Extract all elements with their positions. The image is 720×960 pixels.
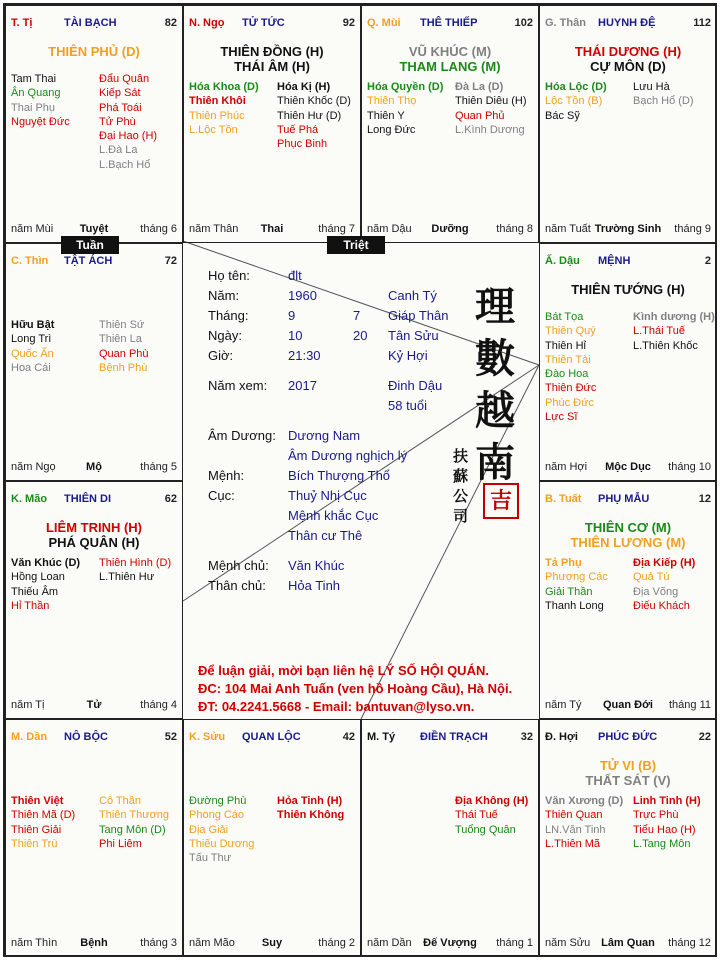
day-label: Ngày:: [208, 328, 242, 343]
minor-star: Lực Sĩ: [545, 411, 578, 424]
minor-star: Hỏa Tinh (H): [277, 795, 343, 807]
palace-age-number: 112: [693, 17, 711, 29]
calligraphy-char-2: 數: [475, 335, 515, 382]
minor-star: Đà La (D): [455, 81, 504, 93]
view-year-label: Năm xem:: [208, 378, 268, 393]
body-lord-value: Hỏa Tinh: [288, 578, 341, 593]
major-star: THIÊN CƠ (M): [584, 520, 672, 535]
contact-line-1: Để luận giải, mời bạn liên hệ LÝ SỐ HỘI QUÁN.: [198, 663, 489, 678]
minor-star: Thiếu Âm: [11, 585, 59, 598]
left-star-list: [189, 80, 259, 137]
right-star-list: [99, 318, 149, 375]
palace-footer: [189, 936, 355, 950]
major-star: THIÊN TƯỚNG (H): [571, 282, 685, 297]
minor-star: Cô Thần: [99, 795, 141, 807]
branch-label: K. Sửu: [189, 731, 226, 743]
hour-canchi: Kỷ Hợi: [388, 348, 428, 363]
life-stage: Quan Đới: [603, 699, 653, 711]
footer-month: tháng 1: [496, 937, 533, 949]
right-star-list: [99, 556, 171, 585]
minor-star: Hóa Lộc (D): [545, 81, 607, 93]
palace-footer: [367, 936, 533, 950]
footer-year: năm Mão: [189, 937, 235, 949]
palace-name: HUYNH ĐỆ: [598, 17, 656, 29]
minor-star: Đào Hoa: [545, 368, 589, 381]
calligraphy-small-4: 司: [453, 507, 469, 525]
palace-footer: [545, 698, 711, 712]
branch-label: B. Tuất: [545, 493, 582, 505]
minor-star: Đại Hao (H): [99, 130, 158, 143]
minor-star: Trực Phù: [633, 809, 679, 822]
left-star-list: [545, 310, 596, 424]
footer-year: năm Tị: [11, 699, 45, 711]
minor-star: Thiên Thương: [99, 809, 170, 822]
major-star: THÁI DƯƠNG (H): [574, 44, 682, 59]
minor-star: Tả Phụ: [545, 557, 582, 569]
palace-ty[interactable]: [361, 719, 539, 957]
life-stage: Đế Vượng: [423, 937, 477, 949]
calligraphy-char-1: 理: [475, 283, 515, 330]
footer-year: năm Tý: [545, 699, 582, 711]
palace-suu[interactable]: [183, 719, 361, 957]
minor-star: Hóa Kị (H): [277, 81, 331, 93]
minor-star: L.Thiên Mã: [545, 837, 601, 850]
life-stage: Mộc Dục: [605, 461, 651, 473]
right-star-list: [277, 80, 351, 151]
body-note: Thân cư Thê: [288, 528, 363, 543]
left-star-list: [11, 72, 70, 129]
major-star: LIÊM TRINH (H): [45, 520, 143, 535]
month-label: Tháng:: [208, 308, 249, 323]
left-star-list: [11, 794, 75, 851]
age-value: 58 tuổi: [388, 398, 428, 413]
minor-star: Nguyệt Đức: [11, 115, 70, 128]
minor-star: Bệnh Phù: [99, 361, 148, 374]
minor-star: Thiên Đức: [545, 382, 597, 395]
triet-marker: Triệt: [327, 236, 385, 254]
footer-year: năm Sửu: [545, 937, 591, 949]
major-star: THIÊN PHỦ (D): [48, 44, 140, 59]
right-star-list: [455, 80, 527, 137]
footer-month: tháng 12: [668, 937, 711, 949]
yinyang-note: Âm Dương nghịch lý: [288, 448, 408, 463]
branch-label: C. Thìn: [11, 255, 49, 267]
palace-name: THIÊN DI: [64, 493, 112, 505]
palace-footer: [545, 460, 711, 474]
minor-star: Tử Phù: [99, 115, 136, 128]
palace-name: MỆNH: [598, 255, 631, 267]
footer-month: tháng 9: [674, 223, 711, 235]
minor-star: Thiên Hình (D): [99, 557, 172, 569]
yinyang-label: Âm Dương:: [208, 428, 276, 443]
palace-ngo[interactable]: [183, 5, 361, 243]
cuc-note: Mệnh khắc Cục: [288, 508, 379, 523]
palace-footer: [11, 460, 177, 474]
minor-star: Thiên Hư (D): [277, 109, 342, 122]
minor-star: Điếu Khách: [633, 599, 690, 612]
minor-star: Phục Binh: [277, 138, 328, 151]
minor-star: Thiên Hỉ: [545, 339, 586, 352]
minor-star: Phá Toái: [99, 101, 142, 114]
palace-age-number: 22: [698, 731, 711, 743]
minor-star: L.Thiên Hư: [99, 571, 155, 584]
right-star-list: [633, 794, 701, 851]
cuc-value: Thuỷ Nhị Cục: [288, 488, 367, 503]
chart-board: [3, 3, 717, 957]
minor-star: L.Tang Môn: [633, 837, 691, 850]
minor-star: Thiên Diêu (H): [455, 95, 527, 108]
left-star-list: [11, 556, 80, 613]
minor-star: L.Lộc Tồn: [189, 123, 238, 136]
minor-star: Thiên Không: [277, 809, 345, 822]
calligraphy-small-1: 扶: [453, 447, 469, 465]
palace-name: PHÚC ĐỨC: [598, 731, 658, 743]
minor-star: Long Đức: [367, 123, 416, 136]
minor-star: Thiên Việt: [11, 795, 64, 807]
palace-footer: [11, 222, 177, 236]
calligraphy-small-2: 蘇: [453, 467, 469, 485]
minor-star: Thiên Khốc (D): [277, 95, 351, 108]
hour-label: Giờ:: [208, 348, 234, 363]
palace-thin[interactable]: [5, 243, 183, 481]
palace-name: THÊ THIẾP: [420, 17, 478, 29]
branch-label: N. Ngọ: [189, 17, 225, 29]
minor-star: Hồng Loan: [11, 571, 65, 584]
palace-name: ĐIỀN TRẠCH: [420, 731, 488, 743]
left-star-list: [545, 80, 607, 123]
yinyang-value: Dương Nam: [288, 428, 361, 443]
minor-star: Thiên Quý: [545, 325, 596, 338]
minor-star: Lộc Tồn (B): [545, 95, 603, 108]
minor-star: L.Thiên Khốc: [633, 339, 698, 352]
right-star-list: [633, 310, 715, 353]
minor-star: Thai Phụ: [11, 101, 56, 114]
minor-star: Thiên La: [99, 333, 142, 346]
major-star: VŨ KHÚC (M): [408, 44, 492, 59]
palace-ti[interactable]: [5, 5, 183, 243]
palace-age-number: 82: [164, 17, 177, 29]
palace-age-number: 72: [164, 255, 177, 267]
minor-star: Hữu Bật: [11, 319, 55, 331]
palace-footer: [545, 936, 711, 950]
palace-age-number: 12: [698, 493, 711, 505]
minor-star: Bạch Hổ (D): [633, 95, 694, 108]
center-info: [185, 245, 543, 723]
left-star-list: [545, 556, 608, 613]
calligraphy-small-3: 公: [453, 487, 469, 505]
year-value: 1960: [288, 288, 317, 303]
minor-star: LN.Văn Tinh: [545, 823, 606, 836]
day-lunar: 10: [288, 328, 303, 343]
year-canchi: Canh Tý: [388, 288, 437, 303]
minor-star: Tam Thai: [11, 73, 57, 85]
major-star: THÁI ÂM (H): [234, 59, 310, 74]
palace-age-number: 2: [704, 255, 711, 267]
right-star-list: [99, 794, 169, 851]
major-star: TỬ VI (B): [599, 758, 657, 773]
major-star: PHÁ QUÂN (H): [48, 535, 140, 550]
view-year-canchi: Đinh Dậu: [388, 378, 443, 393]
minor-star: Thiên Tài: [545, 353, 591, 366]
tuan-marker: Tuần: [61, 236, 119, 254]
major-star: CỰ MÔN (D): [590, 59, 666, 74]
minor-star: Thiên Y: [367, 109, 405, 122]
calligraphy-char-4: 南: [475, 439, 515, 486]
footer-year: năm Tuất: [545, 223, 591, 235]
minor-star: L.Đà La: [99, 144, 138, 157]
minor-star: Quan Phù: [99, 347, 149, 360]
branch-label: Ấ. Dậu: [545, 255, 580, 267]
minor-star: Văn Xương (D): [545, 795, 624, 807]
footer-year: năm Mùi: [11, 223, 54, 235]
minor-star: Quả Tú: [633, 571, 670, 584]
minor-star: L.Kình Dương: [455, 123, 525, 136]
footer-year: năm Dần: [367, 937, 412, 949]
name-value: đlt: [288, 268, 302, 283]
month-solar: 7: [353, 308, 361, 323]
minor-star: Thiếu Dương: [189, 837, 255, 850]
minor-star: Tuế Phá: [277, 123, 319, 136]
name-label: Họ tên:: [208, 268, 250, 283]
footer-year: năm Thìn: [11, 937, 58, 949]
life-stage: Tử: [86, 699, 102, 711]
palace-name: TẬT ÁCH: [64, 255, 113, 267]
minor-star: Hóa Khoa (D): [189, 81, 259, 93]
minor-star: Phượng Các: [545, 571, 608, 584]
life-stage: Bệnh: [80, 937, 108, 949]
minor-star: Thiên Trù: [11, 837, 58, 850]
destiny-lord-value: Văn Khúc: [288, 558, 345, 573]
minor-star: Tuổng Quân: [455, 823, 516, 836]
minor-star: Thiên Sứ: [99, 319, 145, 331]
cuc-label: Cục:: [208, 488, 235, 503]
palace-hoi[interactable]: [539, 719, 717, 957]
minor-star: Bác Sỹ: [545, 109, 580, 122]
contact-address: ĐC: 104 Mai Anh Tuấn (ven hồ Hoàng Cầu), Hà Nội.: [198, 681, 513, 696]
palace-name: PHỤ MẪU: [598, 493, 650, 505]
major-star: THAM LANG (M): [399, 59, 501, 74]
minor-star: Ân Quang: [11, 87, 61, 100]
right-star-list: [277, 794, 344, 823]
palace-age-number: 92: [342, 17, 355, 29]
palace-age-number: 52: [164, 731, 177, 743]
minor-star: Đẩu Quân: [99, 73, 150, 85]
footer-year: năm Hợi: [545, 461, 588, 473]
minor-star: Thiên Quan: [545, 809, 603, 822]
minor-star: Lưu Hà: [633, 81, 670, 93]
month-lunar: 9: [288, 308, 296, 323]
minor-star: Tiểu Hao (H): [633, 823, 696, 836]
palace-age-number: 102: [514, 17, 533, 29]
life-stage: Trường Sinh: [594, 223, 662, 235]
minor-star: L.Thái Tuế: [633, 325, 685, 338]
branch-label: T. Tị: [11, 17, 33, 29]
minor-star: Thiên Giải: [11, 823, 62, 836]
minor-star: Đường Phù: [189, 795, 247, 807]
month-canchi: Giáp Thân: [388, 308, 449, 323]
day-canchi: Tân Sửu: [388, 328, 439, 343]
footer-month: tháng 6: [140, 223, 177, 235]
left-star-list: [11, 318, 54, 375]
branch-label: Q. Mùi: [367, 17, 401, 29]
major-star: THIÊN ĐỒNG (H): [220, 44, 324, 59]
footer-month: tháng 10: [668, 461, 711, 473]
minor-star: Quốc Ấn: [11, 347, 54, 360]
palace-footer: [11, 936, 177, 950]
minor-star: Thiên Khôi: [189, 95, 246, 108]
destiny-label: Mệnh:: [208, 468, 245, 483]
destiny-lord-label: Mệnh chủ:: [208, 558, 269, 573]
minor-star: Tang Môn (D): [99, 823, 166, 836]
palace-age-number: 62: [164, 493, 177, 505]
palace-footer: [545, 222, 711, 236]
minor-star: Thiên Phúc: [189, 109, 245, 122]
palace-than[interactable]: [539, 5, 717, 243]
right-star-list: [455, 794, 528, 837]
life-stage: Tuyệt: [79, 223, 109, 235]
minor-star: Giải Thần: [545, 585, 593, 598]
minor-star: Phi Liêm: [99, 837, 142, 850]
footer-month: tháng 7: [318, 223, 355, 235]
minor-star: Hỉ Thần: [11, 599, 50, 612]
footer-month: tháng 8: [496, 223, 533, 235]
minor-star: Thiên Thọ: [367, 95, 417, 108]
branch-label: M. Dần: [11, 731, 48, 743]
left-star-list: [367, 80, 443, 137]
footer-year: năm Ngọ: [11, 461, 56, 473]
minor-star: Địa Kiếp (H): [633, 557, 696, 569]
major-star: THẤT SÁT (V): [585, 773, 671, 788]
view-year-value: 2017: [288, 378, 317, 393]
footer-month: tháng 2: [318, 937, 355, 949]
minor-star: Địa Giải: [189, 823, 229, 836]
minor-star: Quan Phủ: [455, 109, 505, 122]
hour-value: 21:30: [288, 348, 321, 363]
body-lord-label: Thân chủ:: [208, 578, 266, 593]
footer-year: năm Dậu: [367, 223, 412, 235]
palace-tuat[interactable]: [539, 481, 717, 719]
minor-star: Địa Võng: [633, 585, 679, 598]
minor-star: L.Bạch Hổ: [99, 158, 151, 171]
minor-star: Bát Tọa: [545, 311, 584, 323]
branch-label: Đ. Hợi: [545, 731, 578, 743]
life-stage: Thai: [260, 223, 284, 235]
minor-star: Kình dương (H): [633, 311, 715, 323]
footer-month: tháng 11: [668, 699, 711, 711]
palace-dan[interactable]: [5, 719, 183, 957]
calligraphy-char-3: 越: [475, 387, 515, 434]
palace-name: NÔ BỘC: [64, 731, 108, 743]
palace-footer: [11, 698, 177, 712]
right-star-list: [633, 556, 695, 613]
right-star-list: [99, 72, 157, 172]
destiny-value: Bích Thượng Thổ: [288, 468, 391, 483]
minor-star: Hóa Quyền (D): [367, 81, 444, 93]
major-star: THIÊN LƯƠNG (M): [570, 535, 686, 550]
minor-star: Hoa Cái: [11, 361, 51, 374]
left-star-list: [545, 794, 623, 851]
right-star-list: [633, 80, 694, 109]
minor-star: Thiên Mã (D): [11, 809, 76, 822]
footer-month: tháng 5: [140, 461, 177, 473]
palace-dau[interactable]: [539, 243, 717, 481]
minor-star: Tấu Thư: [189, 852, 232, 865]
minor-star: Linh Tinh (H): [633, 795, 701, 807]
palace-footer: [367, 222, 533, 236]
branch-label: G. Thân: [545, 17, 586, 29]
palace-name: TỬ TỨC: [242, 17, 285, 29]
branch-label: M. Tý: [367, 731, 396, 743]
life-stage: Lâm Quan: [601, 937, 655, 949]
palace-footer: [189, 222, 355, 236]
palace-name: QUAN LỘC: [242, 731, 301, 743]
minor-star: Phúc Đức: [545, 396, 594, 409]
contact-phone-email[interactable]: ĐT: 04.2241.5668 - Email: bantuvan@lyso.vn.: [198, 699, 475, 714]
palace-mao[interactable]: [5, 481, 183, 719]
palace-name: TÀI BẠCH: [64, 17, 117, 29]
minor-star: Phong Cáo: [189, 809, 245, 822]
minor-star: Địa Không (H): [455, 795, 529, 807]
red-seal-icon: 吉: [483, 483, 519, 519]
palace-age-number: 32: [520, 731, 533, 743]
life-stage: Suy: [261, 937, 283, 949]
life-stage: Dưỡng: [431, 223, 469, 235]
year-label: Năm:: [208, 288, 240, 303]
footer-month: tháng 3: [140, 937, 177, 949]
minor-star: Thái Tuế: [455, 809, 498, 822]
day-solar: 20: [353, 328, 368, 343]
minor-star: Thanh Long: [545, 599, 604, 612]
footer-year: năm Thân: [189, 223, 239, 235]
left-star-list: [189, 794, 254, 865]
palace-mui[interactable]: [361, 5, 539, 243]
footer-month: tháng 4: [140, 699, 177, 711]
palace-age-number: 42: [342, 731, 355, 743]
life-stage: Mộ: [86, 461, 102, 473]
minor-star: Kiếp Sát: [99, 87, 141, 100]
minor-star: Văn Khúc (D): [11, 557, 81, 569]
minor-star: Long Trì: [11, 333, 52, 346]
branch-label: K. Mão: [11, 493, 48, 505]
